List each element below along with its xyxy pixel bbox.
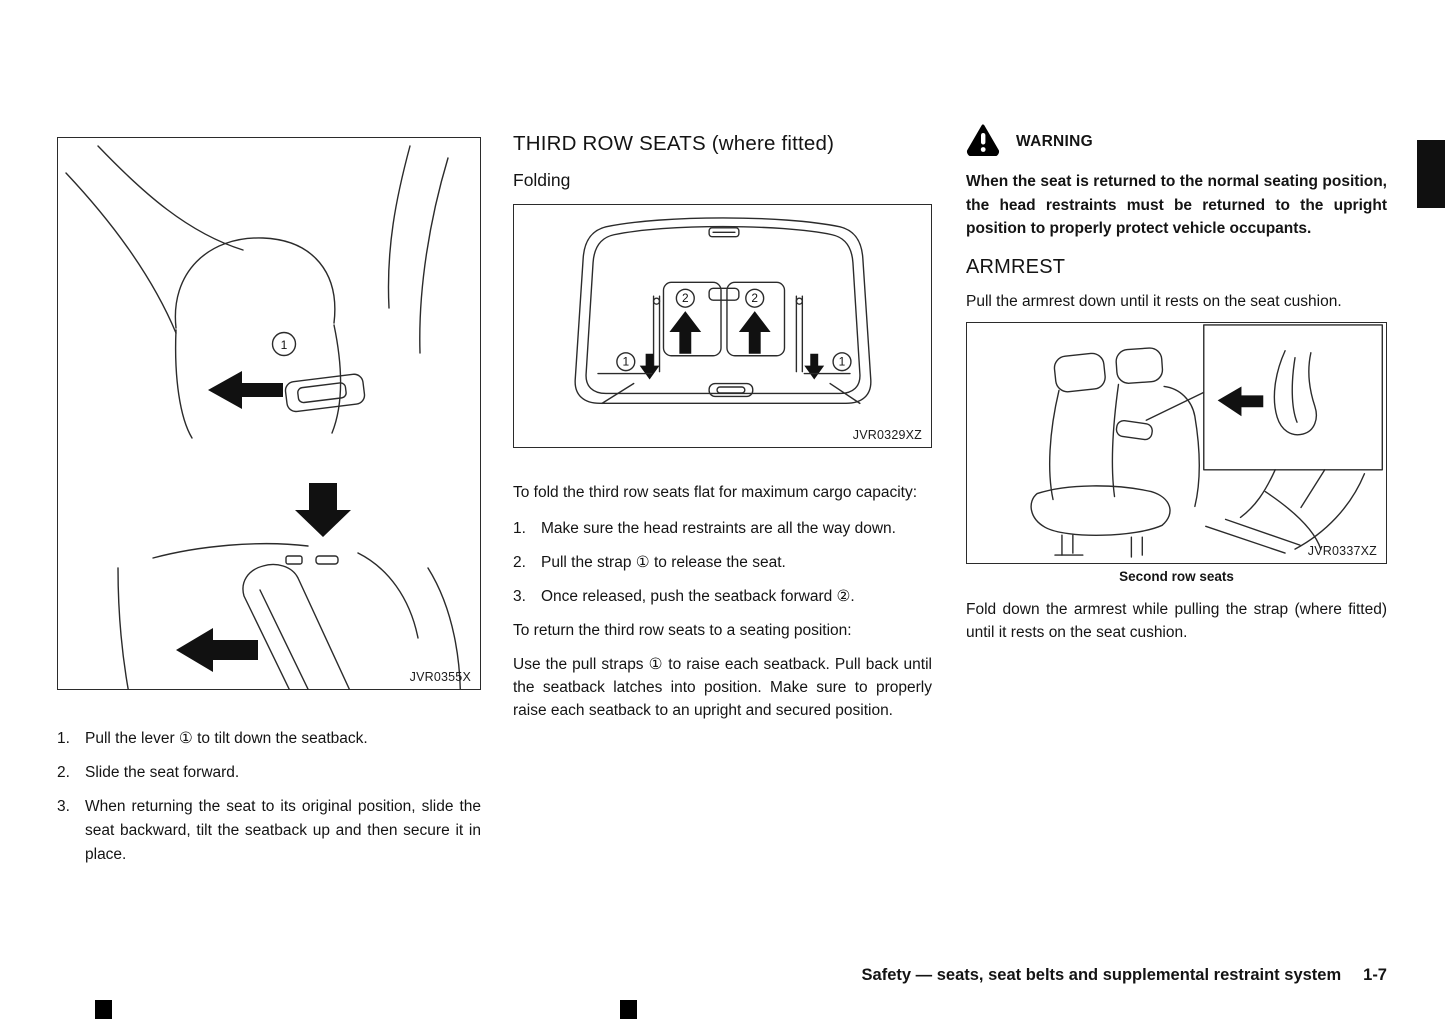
middle-steps xyxy=(513,517,932,609)
figure-second-row xyxy=(966,322,1387,564)
print-mark xyxy=(95,1000,112,1019)
return-intro: To return the third row seats to a seating position: xyxy=(513,622,852,639)
right-column xyxy=(966,125,1387,644)
return-text: Use the pull straps ① to raise each seatback. Pull back until the seatback latches into position. Make sure to properly raise each seatback to an upright and secured position. xyxy=(513,656,932,719)
step-text: When returning the seat to its original position, slide the seat backward, tilt the seatback up and then secure it in place. xyxy=(85,798,481,863)
list-item xyxy=(513,551,932,575)
list-item xyxy=(57,795,481,867)
svg-text:1: 1 xyxy=(838,354,846,369)
svg-text:2: 2 xyxy=(751,291,759,306)
svg-text:2: 2 xyxy=(681,291,689,306)
page-footer xyxy=(862,966,1387,985)
step-number: 1. xyxy=(57,730,70,747)
step-text: Once released, push the seatback forward ②. xyxy=(541,588,855,605)
step-number: 2. xyxy=(57,764,70,781)
figure-code: JVR0329XZ xyxy=(852,428,922,442)
fold-intro: To fold the third row seats flat for maximum cargo capacity: xyxy=(513,484,918,501)
page-number: 1-7 xyxy=(1363,966,1387,984)
section-subtitle: Folding xyxy=(513,170,571,190)
step-text: Slide the seat forward. xyxy=(85,764,240,781)
second-row-illustration xyxy=(967,323,1386,563)
step-text: Pull the lever ① to tilt down the seatback. xyxy=(85,730,368,747)
svg-text:1: 1 xyxy=(280,338,288,352)
print-mark xyxy=(620,1000,637,1019)
figure-code: JVR0355X xyxy=(409,670,471,684)
step-number: 1. xyxy=(513,520,526,537)
step-text: Make sure the head restraints are all the way down. xyxy=(541,520,896,537)
list-item xyxy=(513,517,932,541)
list-item xyxy=(57,761,481,785)
middle-column xyxy=(513,130,932,722)
left-steps xyxy=(57,727,481,867)
list-item xyxy=(513,585,932,609)
left-column xyxy=(57,137,481,877)
warning-label: WARNING xyxy=(1016,133,1094,150)
footer-title: Safety — seats, seat belts and supplemental restraint system xyxy=(861,966,1342,984)
step-number: 2. xyxy=(513,554,526,571)
warning-header xyxy=(966,125,1387,159)
step-text: Pull the strap ① to release the seat. xyxy=(541,554,786,571)
warning-text: When the seat is returned to the normal seating position, the head restraints must be returned to the upright position to properly protect vehicle occupants. xyxy=(966,173,1387,237)
svg-text:1: 1 xyxy=(622,354,630,369)
section-title: THIRD ROW SEATS (where fitted) xyxy=(513,132,835,155)
figure-caption: Second row seats xyxy=(1119,568,1234,584)
step-number: 3. xyxy=(57,798,70,815)
step-number: 3. xyxy=(513,588,526,605)
warning-triangle-icon xyxy=(966,124,1000,161)
seat-fold-illustration xyxy=(58,138,480,689)
list-item xyxy=(57,727,481,751)
figure-seat-fold xyxy=(57,137,481,690)
figure-code: JVR0337XZ xyxy=(1307,543,1377,558)
armrest-intro: Pull the armrest down until it rests on the seat cushion. xyxy=(966,292,1342,310)
armrest-text: Fold down the armrest while pulling the strap (where fitted) until it rests on the seat cushion. xyxy=(966,600,1387,641)
armrest-title: ARMREST xyxy=(966,255,1066,278)
section-edge-tab xyxy=(1417,140,1445,208)
figure-third-row xyxy=(513,204,932,448)
third-row-illustration xyxy=(514,205,931,447)
